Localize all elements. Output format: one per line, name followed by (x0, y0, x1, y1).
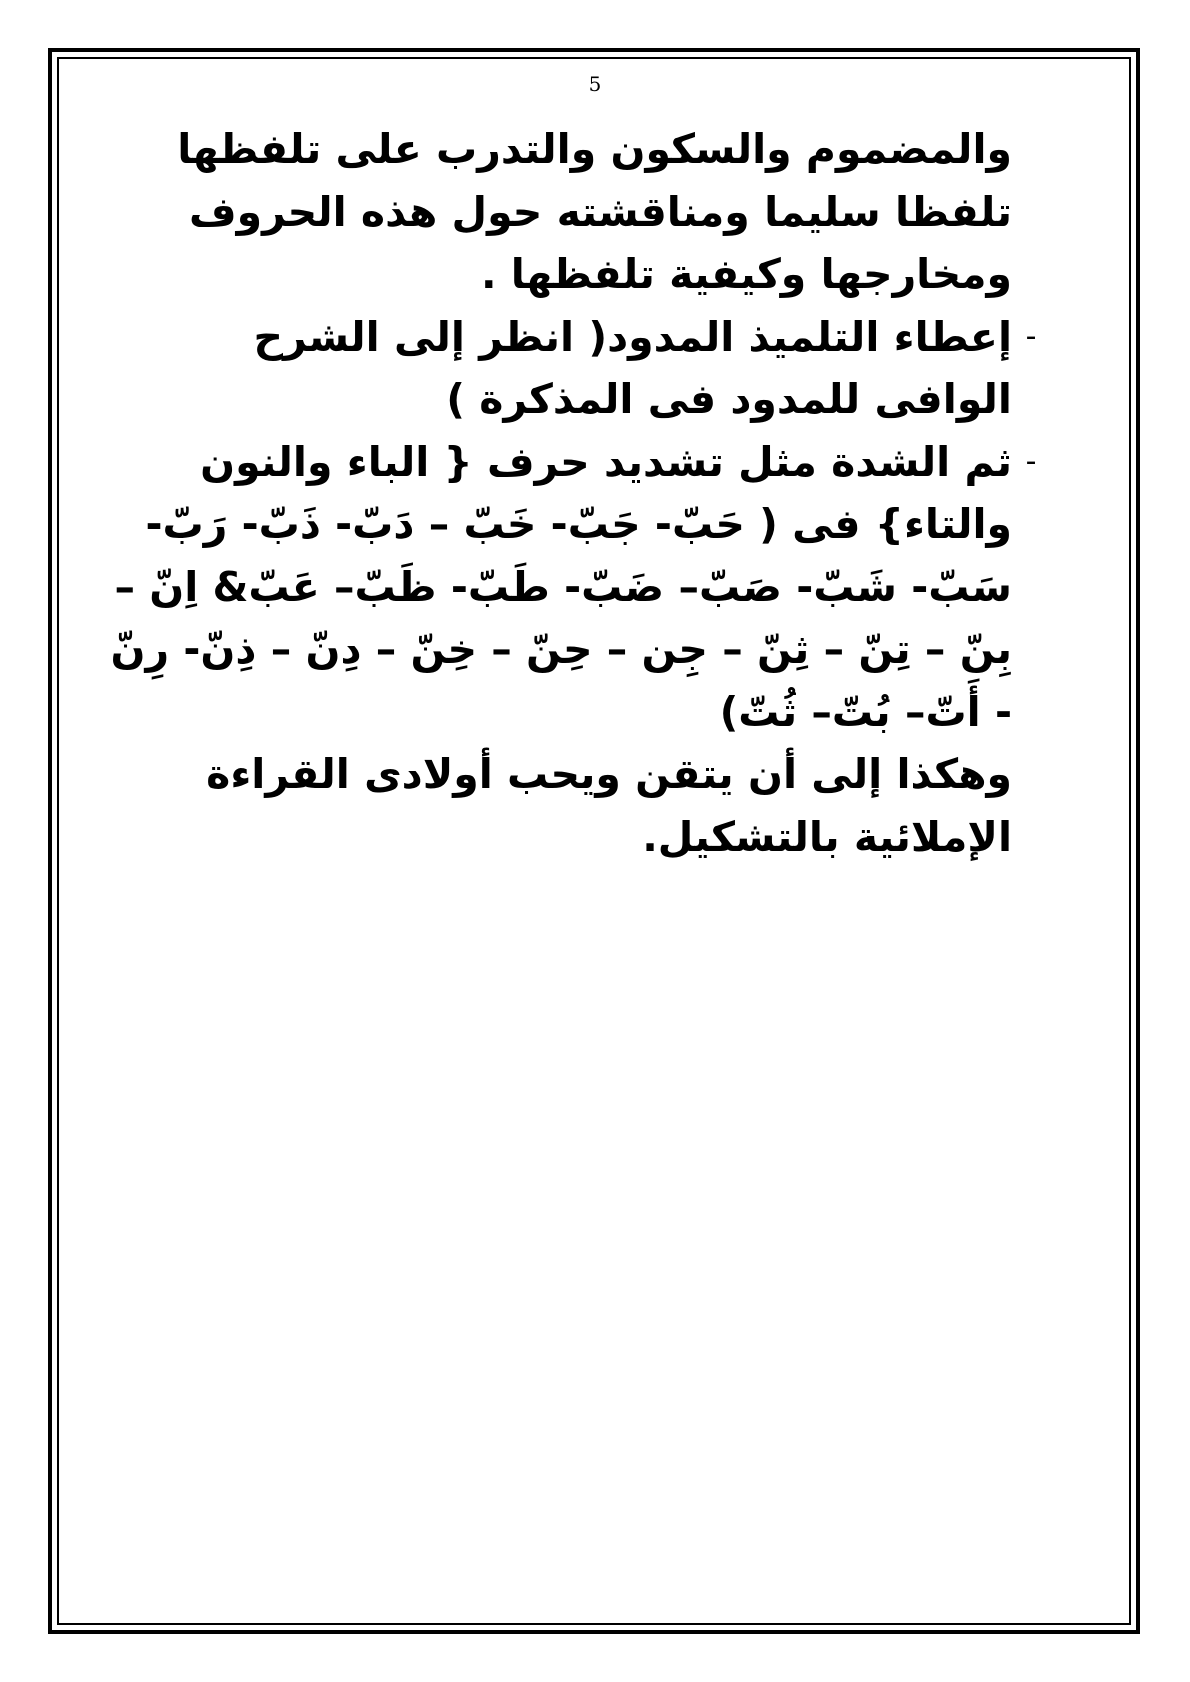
bullet-text: ثم الشدة مثل تشديد حرف { الباء والنون والتاء} فى ( حَبّ- جَبّ- خَبّ – دَبّ- ذَبّ- رَبّ- سَبّ- شَبّ- صَبّ– ضَبّ- طَبّ- ظَبّ– عَبّ& اِنّ – بِنّ – تِنّ – ثِنّ – جِن – حِنّ – خِنّ – دِنّ – ذِنّ- رِنّ - أَتّ– بُتّ– ثُتّ) (110, 437, 1012, 736)
document-body (105, 118, 1050, 868)
bullet-marker: - (1025, 318, 1037, 354)
bullet-item-long-vowels (105, 306, 1050, 431)
bullet-marker: - (1025, 443, 1037, 479)
page-number: 5 (588, 72, 602, 96)
bullet-text: إعطاء التلميذ المدود( انظر إلى الشرح الوافى للمدود فى المذكرة ) (253, 312, 1012, 423)
bullet-item-shadda (105, 431, 1050, 744)
intro-paragraph: والمضموم والسكون والتدرب على تلفظها تلفظا سليما ومناقشته حول هذه الحروف ومخارجها وكيفية تلفظها . (177, 125, 1012, 298)
closing-paragraph: وهكذا إلى أن يتقن ويحب أولادى القراءة الإملائية بالتشكيل. (206, 750, 1012, 861)
